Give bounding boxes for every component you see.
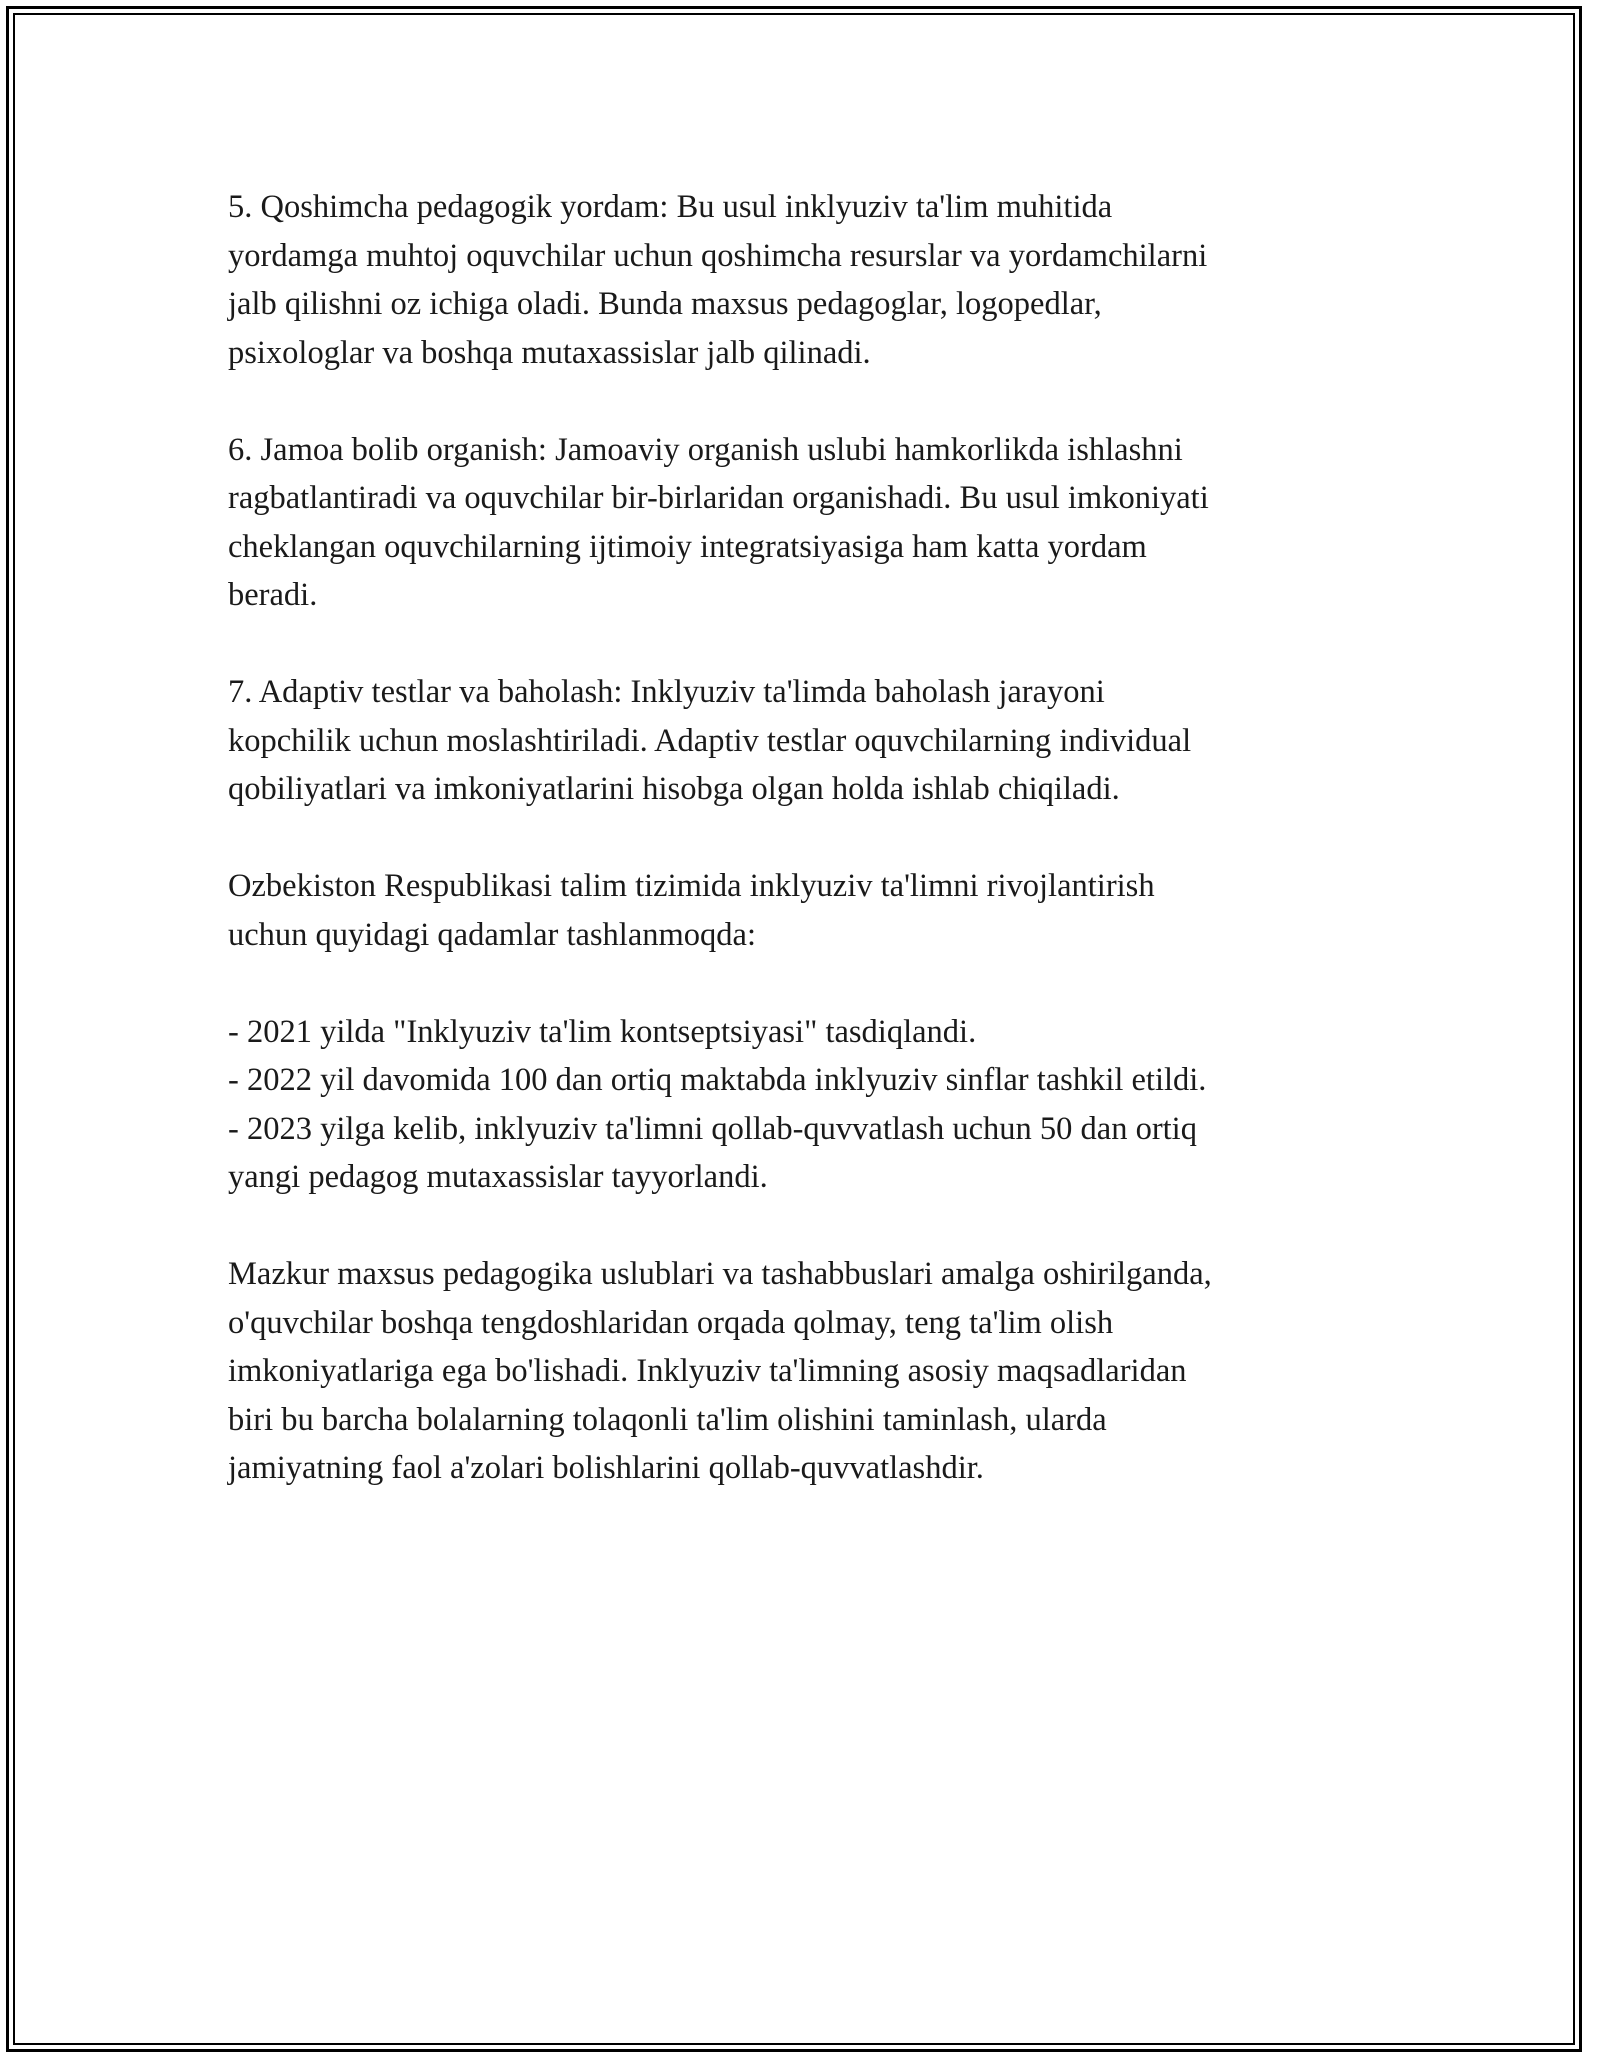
list-item: - 2023 yilga kelib, inklyuziv ta'limni qollab-quvvatlash uchun 50 dan ortiq yangi pedagog mutaxassislar tayyorlandi. [228,1110,1197,1195]
paragraph-conclusion: Mazkur maxsus pedagogika uslublari va tashabbuslari amalga oshirilganda, o'quvchilar boshqa tengdoshlaridan orqada qolmay, teng ta'lim olish imkoniyatlariga ega bo'lishadi. Inklyuziv ta'limning asosiy maqsadlaridan biri bu barcha bolalarning tolaqonli ta'lim olishini taminlash, ularda jamiyatning faol a'zolari bolishlarini qollab-quvvatlashdir. [228,1256,1212,1486]
paragraph-uzbekistan-steps-intro: Ozbekiston Respublikasi talim tizimida inklyuziv ta'limni rivojlantirish uchun quyidagi qadamlar tashlanmoqda: [228,868,1155,953]
paragraph-adaptive-testing: 7. Adaptiv testlar va baholash: Inklyuziv ta'limda baholash jarayoni kopchilik uchun moslashtiriladi. Adaptiv testlar oquvchilarning individual qobiliyatlari va imkoniyatlarini hisobga olgan holda ishlab chiqiladi. [228,674,1192,807]
steps-list [228,1008,1378,1202]
list-item: - 2022 yil davomida 100 dan ortiq maktabda inklyuziv sinflar tashkil etildi. [228,1062,1207,1098]
document-body [228,183,1378,1541]
paragraph-additional-pedagogical-support: 5. Qoshimcha pedagogik yordam: Bu usul inklyuziv ta'lim muhitida yordamga muhtoj oquvchilar uchun qoshimcha resurslar va yordamchilarni jalb qilishni oz ichiga oladi. Bunda maxsus pedagoglar, logopedlar, psixologlar va boshqa mutaxassislar jalb qilinadi. [228,189,1208,371]
list-item: - 2021 yilda "Inklyuziv ta'lim kontseptsiyasi" tasdiqlandi. [228,1013,977,1050]
paragraph-group-learning: 6. Jamoa bolib organish: Jamoaviy organish uslubi hamkorlikda ishlashni ragbatlantiradi va oquvchilar bir-birlaridan organishadi. Bu usul imkoniyati cheklangan oquvchilarning ijtimoiy integratsiyasiga ham katta yordam beradi. [228,431,1209,613]
